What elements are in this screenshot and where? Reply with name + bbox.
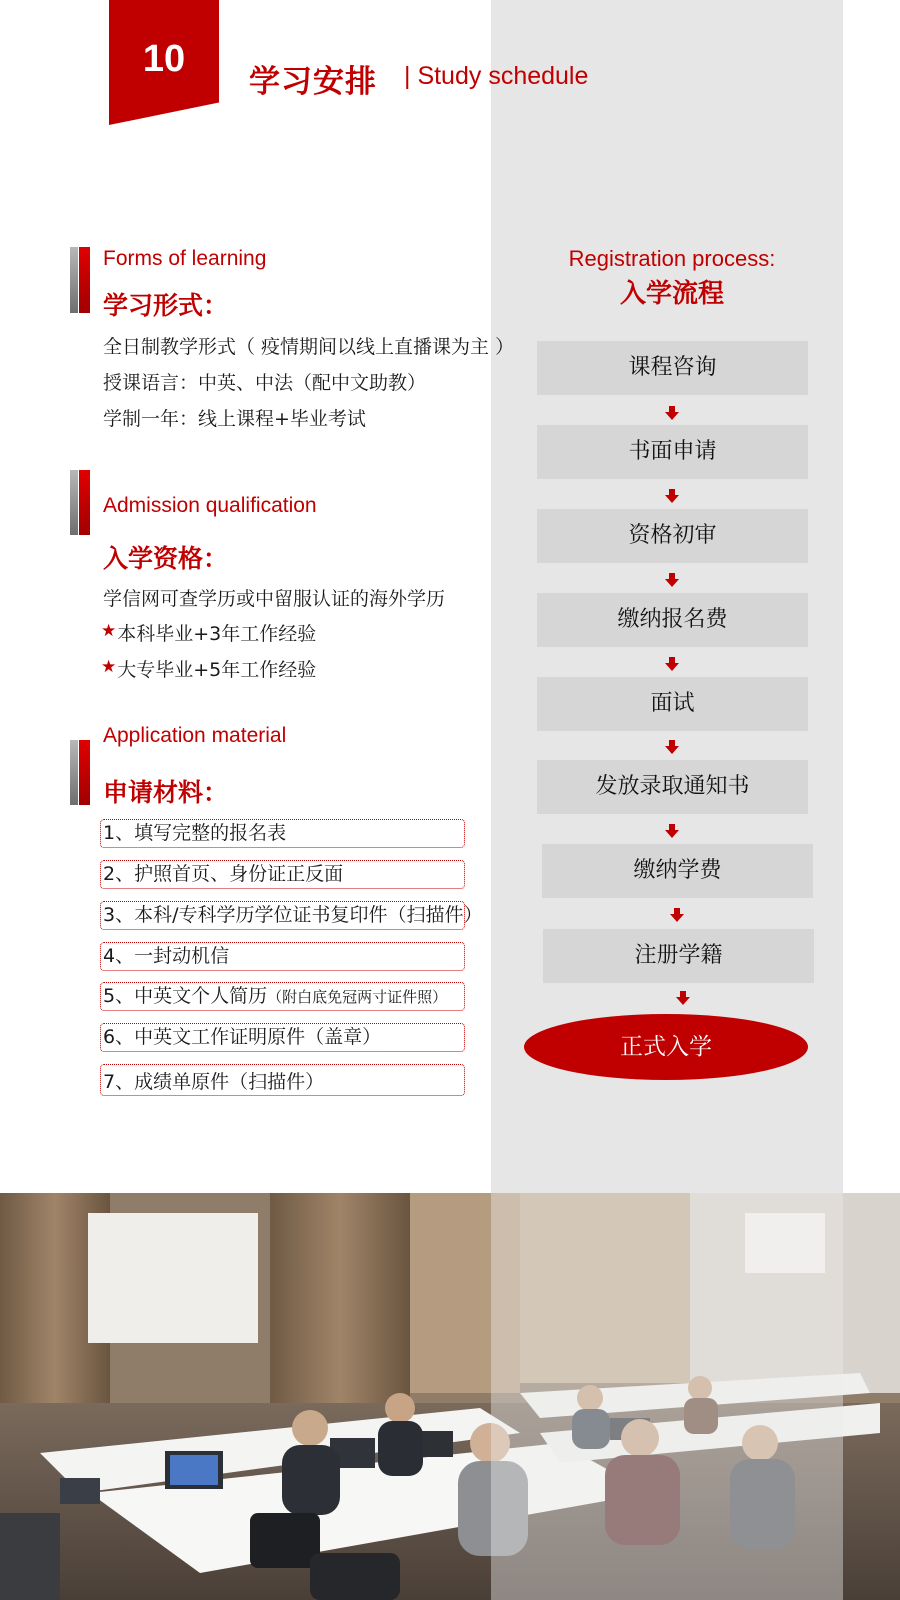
forms-line: 学制一年：线上课程+毕业考试: [103, 408, 366, 430]
admission-starred-item: ★大专毕业+5年工作经验: [101, 657, 317, 681]
process-step: 面试: [537, 677, 808, 731]
process-title-en: Registration process:: [568, 246, 776, 271]
admission-starred-item: ★本科毕业+3年工作经验: [101, 621, 317, 645]
down-arrow-icon: [665, 495, 679, 503]
section-marker: [70, 470, 90, 535]
material-item: 1、填写完整的报名表: [100, 819, 465, 848]
page-number: 10: [142, 38, 186, 80]
photo-panel-overlay: [491, 1193, 843, 1600]
process-step: 书面申请: [537, 425, 808, 479]
admission-title-cn: 入学资格：: [103, 544, 229, 573]
material-item: 4、一封动机信: [100, 942, 465, 971]
admission-line: 学信网可查学历或中留服认证的海外学历: [103, 588, 446, 610]
down-arrow-icon: [665, 412, 679, 420]
star-icon: ★: [101, 621, 117, 641]
page-title-en: | Study schedule: [404, 62, 589, 90]
down-arrow-icon: [665, 746, 679, 754]
materials-title-cn: 申请材料：: [103, 778, 229, 807]
materials-title-en: Application material: [103, 724, 287, 747]
process-final-step: 正式入学: [524, 1014, 808, 1080]
process-step: 缴纳学费: [542, 844, 813, 898]
forms-line: 授课语言：中英、中法（配中文助教）: [103, 372, 427, 394]
down-arrow-icon: [665, 830, 679, 838]
material-item: 2、护照首页、身份证正反面: [100, 860, 465, 889]
forms-title-cn: 学习形式：: [103, 291, 229, 320]
material-item: 7、成绩单原件（扫描件）: [100, 1064, 465, 1096]
classroom-photo: [0, 1193, 900, 1600]
section-marker: [70, 247, 90, 313]
down-arrow-icon: [665, 579, 679, 587]
down-arrow-icon: [670, 914, 684, 922]
material-item: 5、中英文个人简历（附白底免冠两寸证件照）: [100, 982, 465, 1011]
process-step: 发放录取通知书: [537, 760, 808, 814]
process-step: 缴纳报名费: [537, 593, 808, 647]
process-title-cn: 入学流程: [619, 279, 724, 309]
down-arrow-icon: [665, 663, 679, 671]
forms-title-en: Forms of learning: [103, 247, 267, 270]
material-item: 6、中英文工作证明原件（盖章）: [100, 1023, 465, 1052]
forms-line: 全日制教学形式（ 疫情期间以线上直播课为主 ）: [103, 336, 515, 358]
page-title-cn: 学习安排: [249, 64, 377, 100]
down-arrow-icon: [676, 997, 690, 1005]
process-step: 资格初审: [537, 509, 808, 563]
admission-title-en: Admission qualification: [103, 494, 317, 517]
star-icon: ★: [101, 657, 117, 677]
material-item: 3、本科/专科学历学位证书复印件（扫描件）: [100, 901, 465, 930]
process-step: 课程咨询: [537, 341, 808, 395]
process-step: 注册学籍: [543, 929, 814, 983]
section-marker: [70, 740, 90, 805]
